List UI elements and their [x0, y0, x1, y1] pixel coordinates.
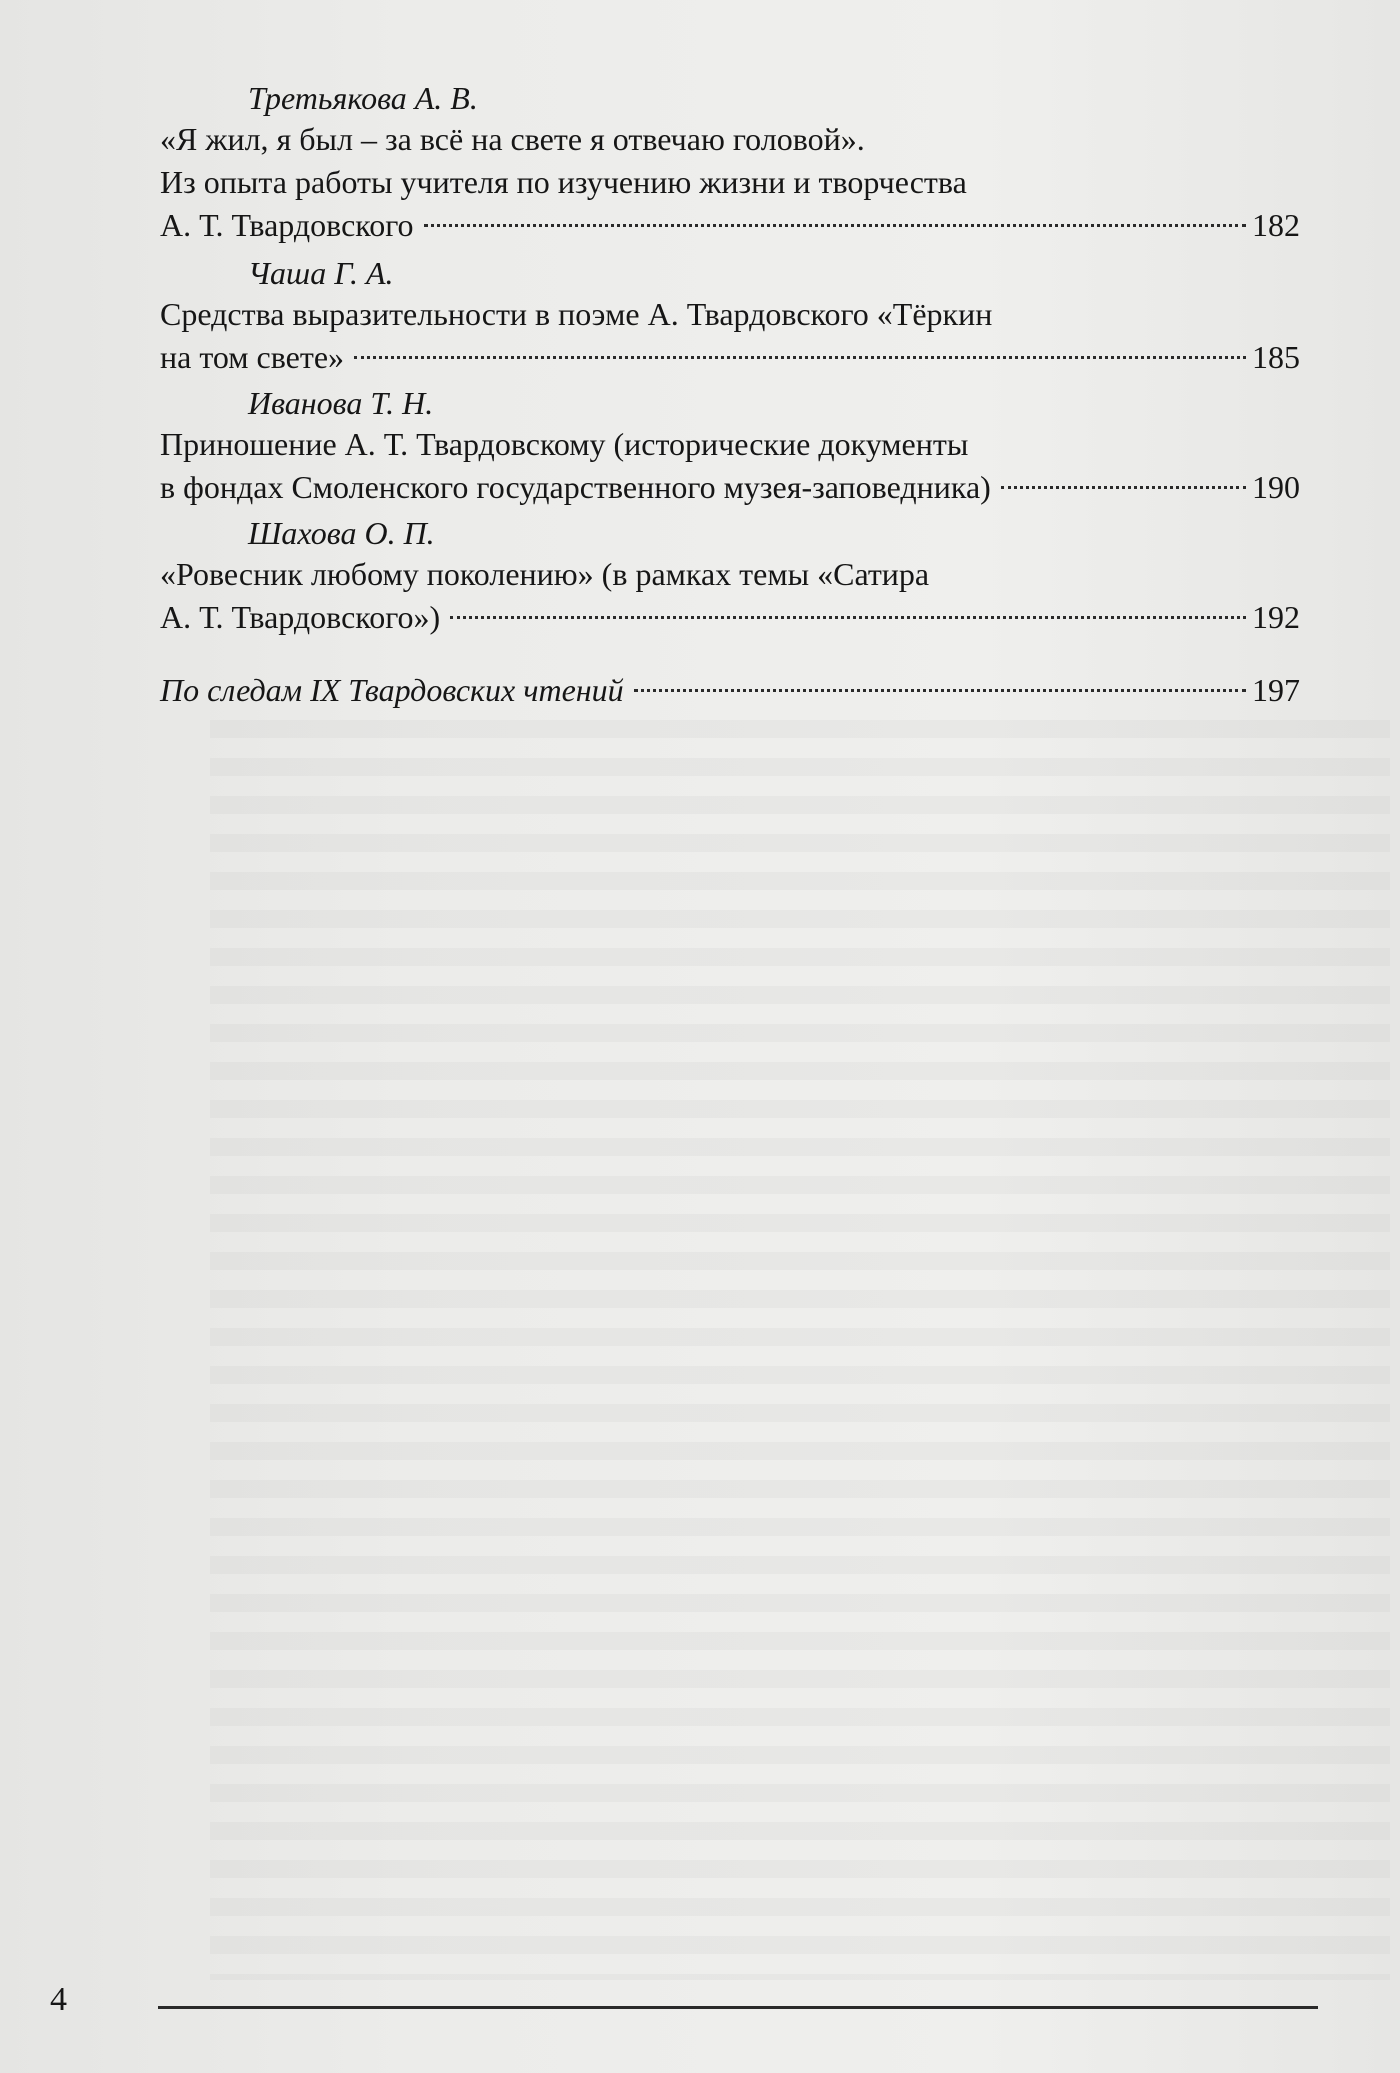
- toc-title-line: Средства выразительности в поэме А. Твардовского «Тёркин: [160, 296, 993, 332]
- toc-author: Третьякова А. В.: [248, 80, 478, 116]
- toc-title-text: По следам IX Твардовских чтений: [160, 672, 624, 708]
- dot-leader: [634, 689, 1246, 692]
- page-number: 4: [50, 1981, 67, 2018]
- dot-leader: [354, 356, 1246, 359]
- toc-title-line: Из опыта работы учителя по изучению жизни и творчества: [160, 164, 967, 200]
- toc-author: Шахова О. П.: [248, 515, 435, 551]
- toc-title-last-line: [160, 596, 1300, 639]
- toc-author: Чаша Г. А.: [248, 255, 394, 291]
- dot-leader: [1001, 486, 1246, 489]
- toc-page-number: 190: [1252, 469, 1300, 505]
- toc-page-number: 197: [1252, 672, 1300, 708]
- toc-entry: [160, 513, 1300, 639]
- toc-title-last-line: [160, 466, 1300, 509]
- toc-title-line: «Ровесник любому поколению» (в рамках темы «Сатира: [160, 556, 930, 592]
- toc-entry: [160, 253, 1300, 379]
- toc-entry: [160, 78, 1300, 247]
- bleed-through-texture: [210, 720, 1390, 1980]
- table-of-contents: [160, 78, 1300, 712]
- toc-entry: [160, 669, 1300, 712]
- toc-entry: [160, 383, 1300, 509]
- toc-title-text: на том свете»: [160, 339, 345, 375]
- toc-title-text: А. Т. Твардовского»): [160, 599, 441, 635]
- dot-leader: [450, 616, 1246, 619]
- toc-title-last-line: [160, 204, 1300, 247]
- toc-title-last-line: [160, 336, 1300, 379]
- toc-author: Иванова Т. Н.: [248, 385, 434, 421]
- dot-leader: [424, 224, 1246, 227]
- toc-page-number: 185: [1252, 339, 1300, 375]
- toc-page-number: 182: [1252, 207, 1300, 243]
- toc-title-text: в фондах Смоленского государственного музея-заповедника): [160, 469, 991, 505]
- footer-rule: [158, 2006, 1318, 2009]
- toc-title-line: «Я жил, я был – за всё на свете я отвечаю головой».: [160, 121, 865, 157]
- toc-title-last-line: [160, 669, 1300, 712]
- toc-title-text: А. Т. Твардовского: [160, 207, 414, 243]
- toc-page-number: 192: [1252, 599, 1300, 635]
- toc-title-line: Приношение А. Т. Твардовскому (исторические документы: [160, 426, 969, 462]
